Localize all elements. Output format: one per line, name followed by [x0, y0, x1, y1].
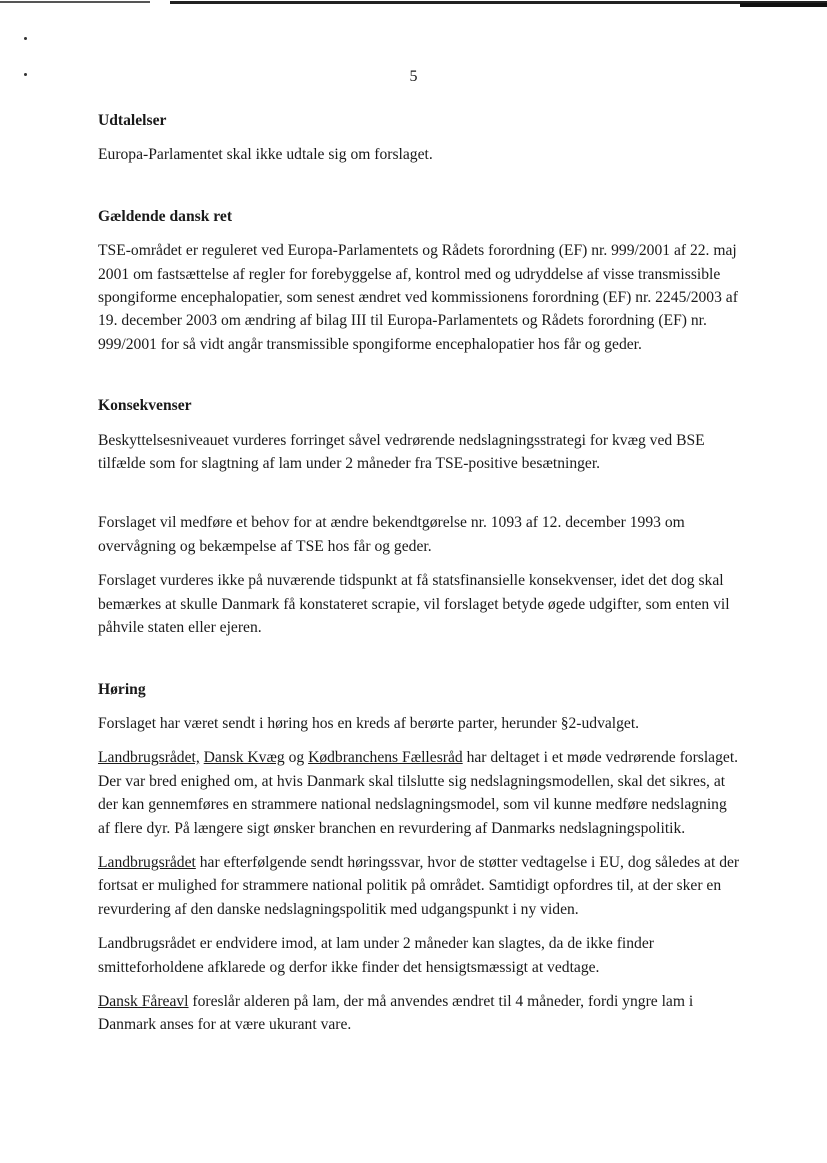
paragraph-text: foreslår alderen på lam, der må anvendes ændret til 4 måneder, fordi yngre lam i Danmark anses for at være ukurant vare.: [98, 992, 694, 1034]
paragraph-horing-2: [98, 746, 740, 840]
scan-line: [0, 1, 150, 3]
heading-horing: Høring: [98, 680, 146, 698]
scan-artifact-top-edge: [0, 0, 827, 8]
org-landbrugsraadet: Landbrugsrådet,: [98, 749, 200, 767]
org-dansk-faareavl: Dansk Fåreavl: [98, 992, 189, 1010]
scan-line: [170, 1, 827, 4]
paragraph-udtalelser: Europa-Parlamentet skal ikke udtale sig om forslaget.: [98, 146, 433, 164]
paragraph-horing-4: Landbrugsrådet er endvidere imod, at lam under 2 måneder kan slagtes, da de ikke finder smitteforholdene afklarede og derfor ikke finder det hensigtsmæssigt at vedtage.: [98, 935, 654, 976]
org-koedbranchens-faellesraad: Kødbranchens Fællesråd: [308, 749, 463, 767]
paragraph-text: har efterfølgende sendt høringssvar, hvor de støtter vedtagelse i EU, dog således at der fortsat er mulighed for strammere national politik på området. Samtidigt opfordres til, at der sker en revurdering af den danske nedslagningspolitik med udgangspunkt i ny viden.: [98, 853, 740, 918]
paragraph-text: har deltaget i et møde vedrørende forslaget. Der var bred enighed om, at hvis Danmark skal tilslutte sig nedslagningsmodellen, skal det sikres, at der kan gennemføres en strammere national nedslagningsmodel, som vil kunne medføre nedslagning af flere dyr. På længere sigt ønsker branchen en revurdering af Danmarks nedslagningspolitik.: [98, 749, 739, 837]
paragraph-gaeldende-dansk-ret: TSE-området er reguleret ved Europa-Parlamentets og Rådets forordning (EF) nr. 999/2001 af 22. maj 2001 om fastsættelse af regler for forebyggelse af, kontrol med og udryddelse af visse transmissible spongiforme encephalopatier, som senest ændret ved kommissionens forordning (EF) nr. 2245/2003 af 19. december 2003 om ændring af bilag III til Europa-Parlamentets og Rådets forordning (EF) nr. 999/2001 for så vidt angår transmissible spongiforme encephalopatier hos får og geder.: [98, 242, 738, 353]
heading-gaeldende-dansk-ret: Gældende dansk ret: [98, 207, 233, 225]
paragraph-konsekvenser-3: Forslaget vurderes ikke på nuværende tidspunkt at få statsfinansielle konsekvenser, idet det dog skal bemærkes at skulle Danmark få konstateret scrapie, vil forslaget betyde øgede udgifter, som enten vil påhvile staten eller ejeren.: [98, 572, 730, 637]
org-dansk-kvaeg: Dansk Kvæg: [203, 749, 285, 767]
conjunction-text: og: [284, 749, 309, 767]
paragraph-horing-1: Forslaget har været sendt i høring hos en kreds af berørte parter, herunder §2-udvalget.: [98, 714, 640, 732]
paragraph-horing-3: [98, 851, 740, 921]
scan-speck: [24, 37, 27, 40]
page-number: 5: [409, 68, 418, 85]
scan-line: [740, 3, 827, 7]
document-body: [98, 109, 740, 1037]
org-landbrugsraadet: Landbrugsrådet: [98, 853, 196, 871]
paragraph-konsekvenser-2: Forslaget vil medføre et behov for at ændre bekendtgørelse nr. 1093 af 12. december 1993 om overvågning og bekæmpelse af TSE hos får og geder.: [98, 514, 685, 555]
paragraph-konsekvenser-1: Beskyttelsesniveauet vurderes forringet såvel vedrørende nedslagningsstrategi for kvæg ved BSE tilfælde som for slagtning af lam under 2 måneder fra TSE-positive besætninger.: [98, 431, 705, 473]
heading-udtalelser: Udtalelser: [98, 112, 167, 129]
heading-konsekvenser: Konsekvenser: [98, 397, 192, 415]
paragraph-horing-5: [98, 990, 740, 1037]
